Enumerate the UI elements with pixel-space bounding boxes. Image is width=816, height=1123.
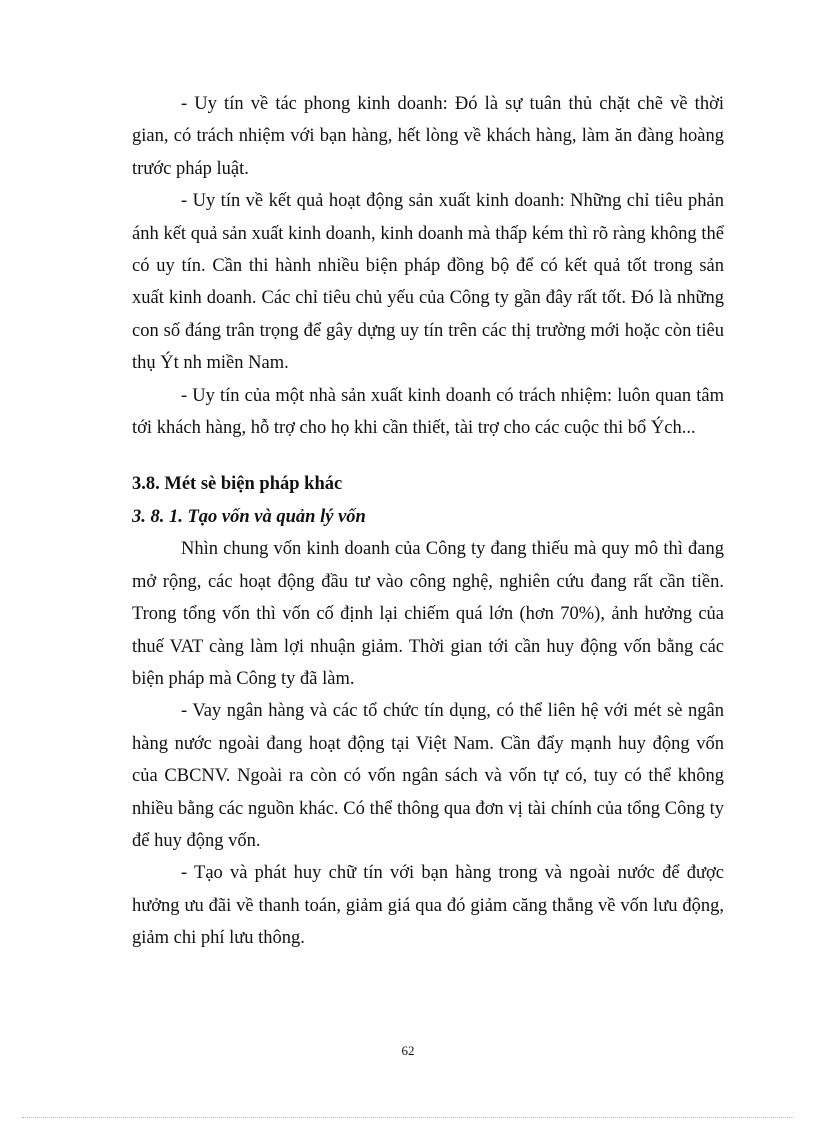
paragraph-responsible-producer: - Uy tín của một nhà sản xuất kinh doanh có trách nhiệm: luôn quan tâm tới khách hàng, hỗ trợ cho họ khi cần thiết, tài trợ cho các cuộc thi bổ Ých... — [132, 385, 724, 439]
section-heading: 3.8. Mét sè biện pháp khác — [132, 474, 343, 495]
paragraph-business-results: - Uy tín về kết quả hoạt động sản xuất kinh doanh: Những chỉ tiêu phản ánh kết quả sản xuất kinh doanh, kinh doanh mà thấp kém thì rõ ràng không thể có uy tín. Cần thi hành nhiều biện pháp đồng bộ để có kết quả tốt trong sản xuất kinh doanh. Các chỉ tiêu chủ yếu của Công ty gần đây rất tốt. Đó là những con số đáng trân trọng để gây dựng uy tín trên các thị trường mới hoặc còn tiêu thụ Ýt nh miền Nam. — [132, 191, 724, 374]
paragraph-business-style: - Uy tín về tác phong kinh doanh: Đó là sự tuân thủ chặt chẽ về thời gian, có trách nhiệm với bạn hàng, hết lòng về khách hàng, làm ăn đàng hoàng trước pháp luật. — [132, 94, 724, 179]
page-number: 62 — [401, 1043, 415, 1058]
paragraph-bank-loans: - Vay ngân hàng và các tổ chức tín dụng, có thể liên hệ với mét sè ngân hàng nước ngoài đang hoạt động tại Việt Nam. Cần đẩy mạnh huy động vốn của CBCNV. Ngoài ra còn có vốn ngân sách và vốn tự có, tuy có thể không nhiều bằng các nguồn khác. Có thể thông qua đơn vị tài chính của tổng Công ty để huy động vốn. — [132, 701, 724, 851]
page-bottom-divider — [22, 1117, 794, 1118]
page-body — [132, 88, 724, 955]
subsection-heading: 3. 8. 1. Tạo vốn và quản lý vốn — [132, 506, 366, 527]
paragraph-partner-trust: - Tạo và phát huy chữ tín với bạn hàng trong và ngoài nước để được hưởng ưu đãi về thanh toán, giảm giá qua đó giảm căng thẳng về vốn lưu động, giảm chi phí lưu thông. — [132, 863, 724, 949]
paragraph-capital-overview: Nhìn chung vốn kinh doanh của Công ty đang thiếu mà quy mô thì đang mở rộng, các hoạt động đầu tư vào công nghệ, nghiên cứu đang rất cần tiền. Trong tổng vốn thì vốn cố định lại chiếm quá lớn (hơn 70%), ảnh hưởng của thuế VAT càng làm lợi nhuận giảm. Thời gian tới cần huy động vốn bằng các biện pháp mà Công ty đã làm. — [132, 539, 724, 689]
